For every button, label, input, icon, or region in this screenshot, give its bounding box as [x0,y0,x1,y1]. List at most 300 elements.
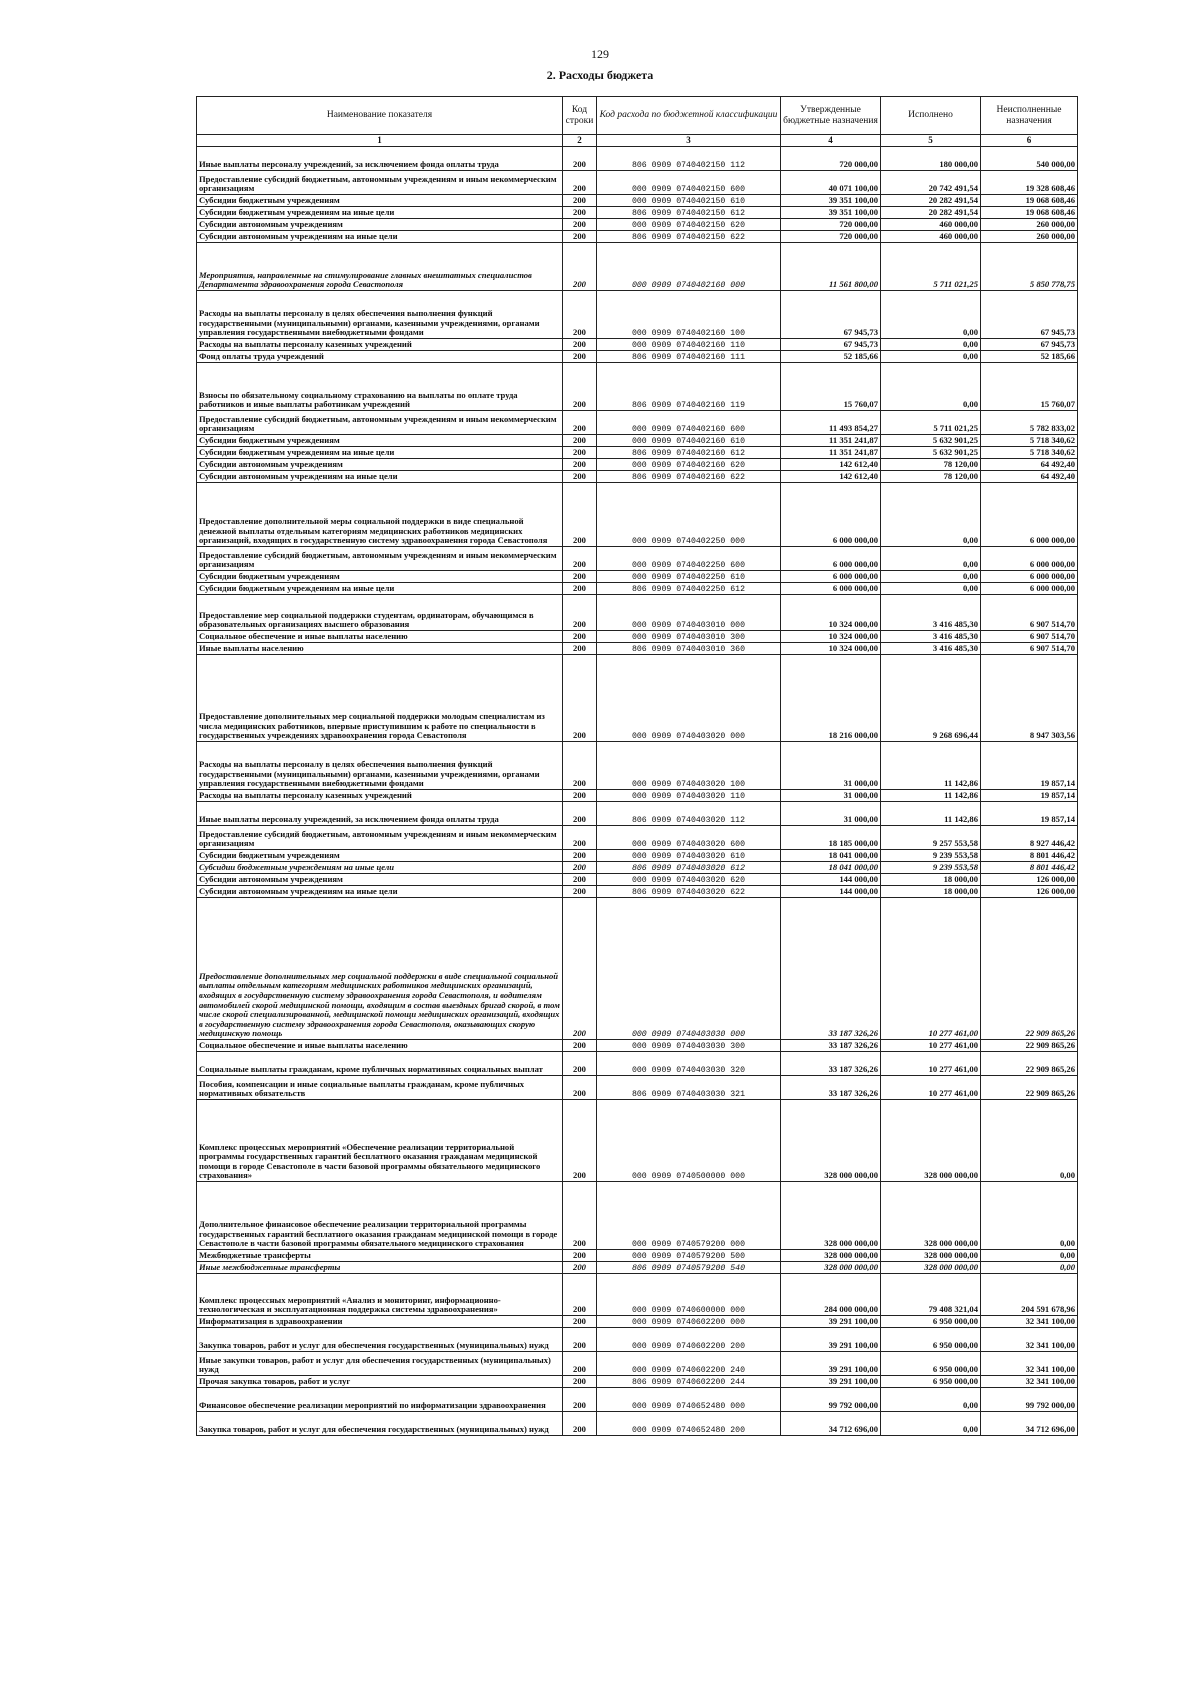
row-unexecuted: 0,00 [981,1100,1078,1182]
row-name: Информатизация в здравоохранении [197,1316,563,1328]
row-executed: 0,00 [881,483,981,547]
row-budget-code: 806 0909 0740402160 622 [597,471,781,483]
row-executed: 0,00 [881,571,981,583]
table-row [197,1274,1078,1316]
row-line-code: 200 [563,219,597,231]
row-budget-code: 806 0909 0740403020 612 [597,862,781,874]
row-line-code: 200 [563,411,597,435]
row-approved: 15 760,07 [781,363,881,411]
table-row [197,1316,1078,1328]
row-approved: 720 000,00 [781,147,881,171]
row-executed: 11 142,86 [881,802,981,826]
row-executed: 0,00 [881,547,981,571]
row-line-code: 200 [563,742,597,790]
row-executed: 0,00 [881,339,981,351]
row-budget-code: 000 0909 0740402250 610 [597,571,781,583]
row-line-code: 200 [563,1052,597,1076]
row-executed: 9 268 696,44 [881,655,981,742]
row-budget-code: 000 0909 0740403020 610 [597,850,781,862]
row-line-code: 200 [563,1388,597,1412]
table-row [197,862,1078,874]
row-line-code: 200 [563,1182,597,1250]
row-budget-code: 000 0909 0740402250 600 [597,547,781,571]
row-line-code: 200 [563,643,597,655]
row-name: Субсидии автономным учреждениям [197,874,563,886]
table-row [197,291,1078,339]
row-name: Субсидии бюджетным учреждениям на иные цели [197,207,563,219]
row-executed: 6 950 000,00 [881,1328,981,1352]
row-budget-code: 806 0909 0740402150 622 [597,231,781,243]
row-line-code: 200 [563,571,597,583]
row-approved: 11 351 241,87 [781,447,881,459]
row-line-code: 200 [563,435,597,447]
row-executed: 6 950 000,00 [881,1352,981,1376]
row-approved: 39 291 100,00 [781,1352,881,1376]
row-approved: 33 187 326,26 [781,1052,881,1076]
row-name: Фонд оплаты труда учреждений [197,351,563,363]
table-row [197,547,1078,571]
table-row [197,742,1078,790]
row-name: Субсидии бюджетным учреждениям [197,571,563,583]
row-approved: 67 945,73 [781,339,881,351]
table-row [197,1250,1078,1262]
table-row [197,411,1078,435]
row-unexecuted: 22 909 865,26 [981,1076,1078,1100]
row-name: Иные закупки товаров, работ и услуг для обеспечения государственных (муниципальных) нужд [197,1352,563,1376]
row-approved: 144 000,00 [781,874,881,886]
row-unexecuted: 64 492,40 [981,459,1078,471]
row-unexecuted: 5 718 340,62 [981,447,1078,459]
table-row [197,898,1078,1040]
table-row [197,1376,1078,1388]
row-unexecuted: 32 341 100,00 [981,1328,1078,1352]
row-name: Предоставление субсидий бюджетным, автономным учреждениям и иным некоммерческим организациям [197,171,563,195]
table-row [197,1328,1078,1352]
row-unexecuted: 8 947 303,56 [981,655,1078,742]
row-executed: 3 416 485,30 [881,631,981,643]
header-executed: Исполнено [881,97,981,135]
table-row [197,351,1078,363]
table-row [197,1412,1078,1436]
row-unexecuted: 540 000,00 [981,147,1078,171]
row-budget-code: 000 0909 0740402160 620 [597,459,781,471]
row-name: Предоставление мер социальной поддержки студентам, ординаторам, обучающимся в образовательных организациях высшего образования [197,595,563,631]
table-row [197,219,1078,231]
row-name: Иные выплаты персоналу учреждений, за исключением фонда оплаты труда [197,147,563,171]
row-line-code: 200 [563,1040,597,1052]
row-unexecuted: 8 801 446,42 [981,862,1078,874]
row-unexecuted: 6 907 514,70 [981,631,1078,643]
row-executed: 3 416 485,30 [881,643,981,655]
row-unexecuted: 34 712 696,00 [981,1412,1078,1436]
row-line-code: 200 [563,1274,597,1316]
table-row [197,231,1078,243]
row-unexecuted: 19 857,14 [981,742,1078,790]
row-unexecuted: 0,00 [981,1262,1078,1274]
row-name: Расходы на выплаты персоналу казенных учреждений [197,339,563,351]
row-executed: 328 000 000,00 [881,1250,981,1262]
row-unexecuted: 67 945,73 [981,339,1078,351]
table-row [197,435,1078,447]
row-approved: 33 187 326,26 [781,1076,881,1100]
row-approved: 328 000 000,00 [781,1182,881,1250]
row-executed: 78 120,00 [881,471,981,483]
row-budget-code: 000 0909 0740652480 200 [597,1412,781,1436]
table-row [197,1052,1078,1076]
row-line-code: 200 [563,483,597,547]
row-name: Субсидии бюджетным учреждениям на иные цели [197,862,563,874]
row-budget-code: 000 0909 0740403010 300 [597,631,781,643]
row-line-code: 200 [563,1412,597,1436]
row-approved: 11 561 800,00 [781,243,881,291]
row-unexecuted: 204 591 678,96 [981,1274,1078,1316]
row-name: Субсидии бюджетным учреждениям [197,435,563,447]
row-unexecuted: 52 185,66 [981,351,1078,363]
row-executed: 328 000 000,00 [881,1262,981,1274]
row-name: Расходы на выплаты персоналу казенных учреждений [197,790,563,802]
row-approved: 33 187 326,26 [781,898,881,1040]
row-unexecuted: 5 718 340,62 [981,435,1078,447]
row-executed: 0,00 [881,583,981,595]
table-row [197,339,1078,351]
row-approved: 39 291 100,00 [781,1316,881,1328]
table-row [197,1040,1078,1052]
row-executed: 460 000,00 [881,219,981,231]
row-budget-code: 000 0909 0740402150 600 [597,171,781,195]
row-approved: 33 187 326,26 [781,1040,881,1052]
row-line-code: 200 [563,826,597,850]
row-approved: 142 612,40 [781,471,881,483]
row-budget-code: 000 0909 0740402160 000 [597,243,781,291]
header-budget-code: Код расхода по бюджетной классификации [597,97,781,135]
row-budget-code: 000 0909 0740403020 000 [597,655,781,742]
row-unexecuted: 22 909 865,26 [981,1052,1078,1076]
row-name: Закупка товаров, работ и услуг для обеспечения государственных (муниципальных) нужд [197,1412,563,1436]
row-budget-code: 000 0909 0740403030 000 [597,898,781,1040]
row-approved: 52 185,66 [781,351,881,363]
row-unexecuted: 19 068 608,46 [981,195,1078,207]
column-number: 3 [597,135,781,147]
row-line-code: 200 [563,447,597,459]
row-unexecuted: 6 907 514,70 [981,643,1078,655]
row-name: Межбюджетные трансферты [197,1250,563,1262]
row-executed: 10 277 461,00 [881,1076,981,1100]
page-number: 129 [591,47,609,61]
table-row [197,571,1078,583]
table-body [197,147,1078,1436]
row-executed: 328 000 000,00 [881,1182,981,1250]
row-approved: 10 324 000,00 [781,595,881,631]
row-approved: 720 000,00 [781,219,881,231]
row-line-code: 200 [563,1376,597,1388]
table-row [197,171,1078,195]
row-approved: 328 000 000,00 [781,1262,881,1274]
row-budget-code: 806 0909 0740402160 612 [597,447,781,459]
row-budget-code: 806 0909 0740402150 612 [597,207,781,219]
row-approved: 67 945,73 [781,291,881,339]
row-approved: 40 071 100,00 [781,171,881,195]
table-row [197,1076,1078,1100]
row-budget-code: 000 0909 0740403020 600 [597,826,781,850]
table-row [197,1100,1078,1182]
row-executed: 5 632 901,25 [881,435,981,447]
table-row [197,207,1078,219]
row-budget-code: 000 0909 0740402150 620 [597,219,781,231]
row-name: Комплекс процессных мероприятий «Анализ и мониторинг, информационно-технологическая и эксплуатационная поддержка системы здравоохранения» [197,1274,563,1316]
row-approved: 18 185 000,00 [781,826,881,850]
row-line-code: 200 [563,1352,597,1376]
row-budget-code: 806 0909 0740402250 612 [597,583,781,595]
row-executed: 0,00 [881,291,981,339]
row-executed: 5 711 021,25 [881,243,981,291]
row-line-code: 200 [563,171,597,195]
table-row [197,655,1078,742]
row-approved: 6 000 000,00 [781,547,881,571]
row-budget-code: 806 0909 0740403030 321 [597,1076,781,1100]
row-name: Предоставление субсидий бюджетным, автономным учреждениям и иным некоммерческим организациям [197,826,563,850]
row-name: Субсидии автономным учреждениям [197,219,563,231]
row-budget-code: 000 0909 0740403030 320 [597,1052,781,1076]
row-line-code: 200 [563,459,597,471]
row-approved: 99 792 000,00 [781,1388,881,1412]
row-unexecuted: 0,00 [981,1182,1078,1250]
row-budget-code: 000 0909 0740402160 600 [597,411,781,435]
row-name: Иные выплаты населению [197,643,563,655]
row-name: Прочая закупка товаров, работ и услуг [197,1376,563,1388]
row-approved: 328 000 000,00 [781,1250,881,1262]
row-unexecuted: 22 909 865,26 [981,898,1078,1040]
row-unexecuted: 19 328 608,46 [981,171,1078,195]
row-name: Финансовое обеспечение реализации мероприятий по информатизации здравоохранения [197,1388,563,1412]
row-name: Субсидии автономным учреждениям на иные цели [197,886,563,898]
row-executed: 328 000 000,00 [881,1100,981,1182]
row-approved: 34 712 696,00 [781,1412,881,1436]
row-line-code: 200 [563,339,597,351]
row-approved: 10 324 000,00 [781,631,881,643]
row-budget-code: 000 0909 0740402160 100 [597,291,781,339]
row-name: Социальное обеспечение и иные выплаты населению [197,631,563,643]
row-budget-code: 000 0909 0740403030 300 [597,1040,781,1052]
row-line-code: 200 [563,243,597,291]
row-name: Расходы на выплаты персоналу в целях обеспечения выполнения функций государственными (муниципальными) органами, казенными учреждениями, органами управления государственными внебюджетными фондами [197,291,563,339]
row-approved: 11 493 854,27 [781,411,881,435]
table-row [197,483,1078,547]
table-row [197,1262,1078,1274]
row-line-code: 200 [563,1076,597,1100]
row-budget-code: 000 0909 0740602200 200 [597,1328,781,1352]
row-executed: 6 950 000,00 [881,1316,981,1328]
table-row [197,459,1078,471]
row-unexecuted: 15 760,07 [981,363,1078,411]
row-line-code: 200 [563,207,597,219]
row-executed: 0,00 [881,363,981,411]
row-budget-code: 000 0909 0740403010 000 [597,595,781,631]
row-executed: 9 239 553,58 [881,850,981,862]
row-line-code: 200 [563,595,597,631]
column-number: 2 [563,135,597,147]
row-name: Предоставление дополнительных мер социальной поддержки в виде специальной социальной выплаты отдельным категориям медицинских работников медицинских организаций, входящих в государственную систему здравоохранения города Севастополя, и водителям автомобилей скорой медицинской помощи, входящим в состав выездных бригад скорой, в том числе скорой специализированной, медицинской помощи медицинских организаций, входящих в государственную систему здравоохранения города Севастополя, оказывающих скорую медицинскую помощь [197,898,563,1040]
row-unexecuted: 99 792 000,00 [981,1388,1078,1412]
row-name: Субсидии автономным учреждениям [197,459,563,471]
row-line-code: 200 [563,471,597,483]
row-name: Субсидии бюджетным учреждениям [197,195,563,207]
table-header-row [197,97,1078,135]
header-line-code: Код строки [563,97,597,135]
row-executed: 460 000,00 [881,231,981,243]
row-line-code: 200 [563,1328,597,1352]
row-executed: 5 632 901,25 [881,447,981,459]
row-line-code: 200 [563,231,597,243]
row-unexecuted: 32 341 100,00 [981,1352,1078,1376]
row-line-code: 200 [563,547,597,571]
table-row [197,195,1078,207]
table-row [197,1388,1078,1412]
section-title: 2. Расходы бюджета [546,68,654,82]
row-name: Предоставление дополнительных мер социальной поддержки молодым специалистам из числа медицинских работников, впервые приступившим к работе по специальности в государственных учреждениях здравоохранения города Севастополя [197,655,563,742]
column-number: 6 [981,135,1078,147]
table-row [197,447,1078,459]
row-unexecuted: 64 492,40 [981,471,1078,483]
row-line-code: 200 [563,1316,597,1328]
row-unexecuted: 19 068 608,46 [981,207,1078,219]
row-line-code: 200 [563,195,597,207]
row-unexecuted: 8 801 446,42 [981,850,1078,862]
row-unexecuted: 5 782 833,02 [981,411,1078,435]
row-executed: 10 277 461,00 [881,1040,981,1052]
row-budget-code: 000 0909 0740403020 110 [597,790,781,802]
row-line-code: 200 [563,291,597,339]
row-executed: 5 711 021,25 [881,411,981,435]
row-name: Субсидии бюджетным учреждениям на иные цели [197,447,563,459]
table-row [197,874,1078,886]
row-approved: 144 000,00 [781,886,881,898]
row-executed: 11 142,86 [881,790,981,802]
row-budget-code: 806 0909 0740402150 112 [597,147,781,171]
row-approved: 284 000 000,00 [781,1274,881,1316]
row-executed: 78 120,00 [881,459,981,471]
row-approved: 39 291 100,00 [781,1376,881,1388]
row-name: Предоставление дополнительной меры социальной поддержки в виде специальной денежной выплаты отдельным категориям медицинских работников медицинских организаций, входящих в государственную систему здравоохранения города Севастополя [197,483,563,547]
row-executed: 10 277 461,00 [881,898,981,1040]
row-unexecuted: 67 945,73 [981,291,1078,339]
row-line-code: 200 [563,850,597,862]
row-approved: 31 000,00 [781,790,881,802]
row-unexecuted: 260 000,00 [981,231,1078,243]
row-name: Мероприятия, направленные на стимулирование главных внештатных специалистов Департамента здравоохранения города Севастополя [197,243,563,291]
row-budget-code: 806 0909 0740403010 360 [597,643,781,655]
row-line-code: 200 [563,790,597,802]
table-row [197,802,1078,826]
row-line-code: 200 [563,802,597,826]
row-budget-code: 000 0909 0740579200 000 [597,1182,781,1250]
table-row [197,147,1078,171]
row-approved: 39 351 100,00 [781,207,881,219]
row-budget-code: 806 0909 0740403020 622 [597,886,781,898]
table-row [197,1352,1078,1376]
row-line-code: 200 [563,655,597,742]
row-budget-code: 000 0909 0740500000 000 [597,1100,781,1182]
row-unexecuted: 5 850 778,75 [981,243,1078,291]
table-row [197,595,1078,631]
row-budget-code: 000 0909 0740402160 110 [597,339,781,351]
row-name: Расходы на выплаты персоналу в целях обеспечения выполнения функций государственными (муниципальными) органами, казенными учреждениями, органами управления государственными внебюджетными фондами [197,742,563,790]
row-budget-code: 000 0909 0740402150 610 [597,195,781,207]
row-name: Субсидии автономным учреждениям на иные цели [197,231,563,243]
row-name: Социальное обеспечение и иные выплаты населению [197,1040,563,1052]
row-executed: 20 742 491,54 [881,171,981,195]
row-name: Иные выплаты персоналу учреждений, за исключением фонда оплаты труда [197,802,563,826]
row-unexecuted: 0,00 [981,1250,1078,1262]
row-name: Дополнительное финансовое обеспечение реализации территориальной программы государственных гарантий бесплатного оказания гражданам медицинской помощи в городе Севастополе в части базовой программы обязательного медицинского страхования [197,1182,563,1250]
row-unexecuted: 6 000 000,00 [981,547,1078,571]
row-budget-code: 000 0909 0740600000 000 [597,1274,781,1316]
row-unexecuted: 22 909 865,26 [981,1040,1078,1052]
table-row [197,363,1078,411]
row-executed: 9 239 553,58 [881,862,981,874]
table-row [197,243,1078,291]
table-row [197,790,1078,802]
header-unexecuted: Неисполненные назначения [981,97,1078,135]
row-budget-code: 806 0909 0740403020 112 [597,802,781,826]
row-name: Социальные выплаты гражданам, кроме публичных нормативных социальных выплат [197,1052,563,1076]
row-unexecuted: 6 000 000,00 [981,583,1078,595]
row-name: Иные межбюджетные трансферты [197,1262,563,1274]
row-name: Субсидии бюджетным учреждениям на иные цели [197,583,563,595]
table-row [197,826,1078,850]
row-executed: 6 950 000,00 [881,1376,981,1388]
row-executed: 20 282 491,54 [881,195,981,207]
row-executed: 18 000,00 [881,886,981,898]
row-line-code: 200 [563,898,597,1040]
row-unexecuted: 32 341 100,00 [981,1376,1078,1388]
row-unexecuted: 32 341 100,00 [981,1316,1078,1328]
row-budget-code: 806 0909 0740579200 540 [597,1262,781,1274]
row-line-code: 200 [563,886,597,898]
row-unexecuted: 6 000 000,00 [981,483,1078,547]
row-unexecuted: 126 000,00 [981,874,1078,886]
row-approved: 720 000,00 [781,231,881,243]
table-row [197,583,1078,595]
budget-expenses-table [196,96,1078,1436]
column-number: 5 [881,135,981,147]
row-line-code: 200 [563,583,597,595]
row-name: Закупка товаров, работ и услуг для обеспечения государственных (муниципальных) нужд [197,1328,563,1352]
row-line-code: 200 [563,1250,597,1262]
row-approved: 6 000 000,00 [781,483,881,547]
row-unexecuted: 8 927 446,42 [981,826,1078,850]
table-row [197,631,1078,643]
row-name: Взносы по обязательному социальному страхованию на выплаты по оплате труда работников и иные выплаты работникам учреждений [197,363,563,411]
row-approved: 18 041 000,00 [781,850,881,862]
row-unexecuted: 19 857,14 [981,790,1078,802]
row-line-code: 200 [563,874,597,886]
row-approved: 31 000,00 [781,802,881,826]
row-approved: 31 000,00 [781,742,881,790]
row-executed: 0,00 [881,351,981,363]
row-budget-code: 000 0909 0740602200 240 [597,1352,781,1376]
row-unexecuted: 126 000,00 [981,886,1078,898]
row-budget-code: 000 0909 0740652480 000 [597,1388,781,1412]
row-executed: 9 257 553,58 [881,826,981,850]
table-row [197,886,1078,898]
row-executed: 20 282 491,54 [881,207,981,219]
row-line-code: 200 [563,147,597,171]
row-budget-code: 806 0909 0740402160 119 [597,363,781,411]
header-name: Наименование показателя [197,97,563,135]
row-approved: 39 351 100,00 [781,195,881,207]
row-budget-code: 000 0909 0740403020 100 [597,742,781,790]
row-budget-code: 806 0909 0740602200 244 [597,1376,781,1388]
